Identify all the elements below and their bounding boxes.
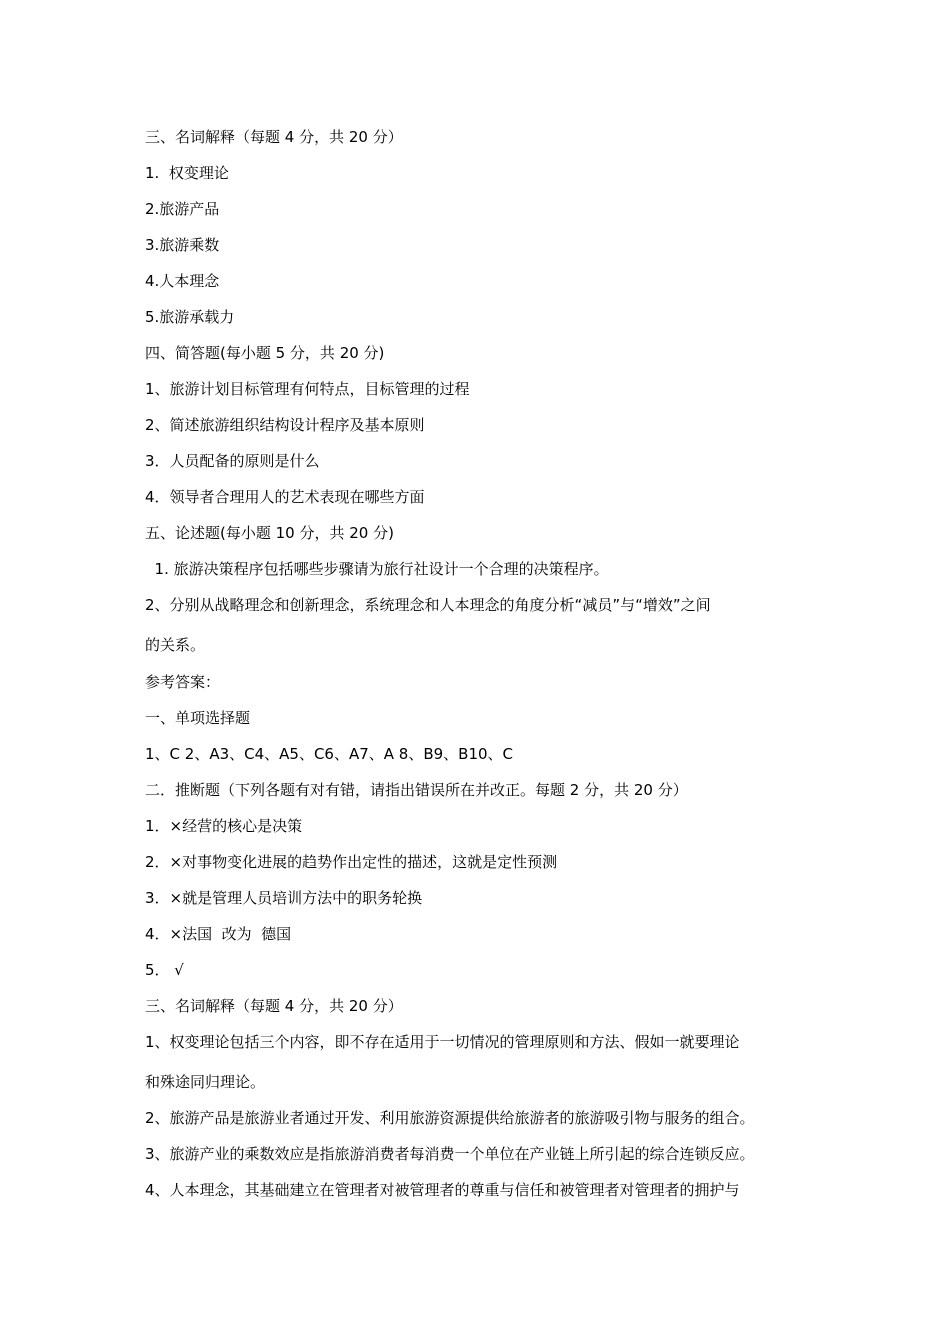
question-line: 2.旅游产品 <box>145 200 220 218</box>
question-line: 4.人本理念 <box>145 272 220 290</box>
answer-line: 1．×经营的核心是决策 <box>145 817 303 835</box>
answer-line: 3、旅游产业的乘数效应是指旅游消费者每消费一个单位在产业链上所引起的综合连锁反应。 <box>145 1145 755 1163</box>
answer-line: 2、旅游产品是旅游业者通过开发、利用旅游资源提供给旅游者的旅游吸引物与服务的组合。 <box>145 1109 755 1127</box>
question-line-continued: 的关系。 <box>145 636 206 654</box>
answer-line: 1、权变理论包括三个内容，即不存在适用于一切情况的管理原则和方法、假如一就要理论 <box>145 1033 740 1051</box>
question-line: 5.旅游承载力 <box>145 308 235 326</box>
question-line: 1、旅游计划目标管理有何特点，目标管理的过程 <box>145 380 470 398</box>
question-line: 4．领导者合理用人的艺术表现在哪些方面 <box>145 488 425 506</box>
answer-line: 3．×就是管理人员培训方法中的职务轮换 <box>145 889 423 907</box>
question-line: 3.旅游乘数 <box>145 236 220 254</box>
answer-line: 1、C 2、A3、C4、A5、C6、A7、A 8、B9、B10、C <box>145 745 514 763</box>
section-heading-short-answer: 四、简答题(每小题 5 分，共 20 分) <box>145 344 385 362</box>
question-line: 1. 旅游决策程序包括哪些步骤请为旅行社设计一个合理的决策程序。 <box>145 560 609 578</box>
answer-line: 2．×对事物变化进展的趋势作出定性的描述，这就是定性预测 <box>145 853 558 871</box>
question-line: 2、分别从战略理念和创新理念，系统理念和人本理念的角度分析“减员”与“增效”之间 <box>145 596 711 614</box>
section-heading-essay: 五、论述题(每小题 10 分，共 20 分) <box>145 524 394 542</box>
question-line: 1. 权变理论 <box>145 164 229 182</box>
answer-line: 5． √ <box>145 961 184 979</box>
section-heading-judgement: 二．推断题（下列各题有对有错，请指出错误所在并改正。每题 2 分，共 20 分） <box>145 781 688 799</box>
answer-line: 4、人本理念，其基础建立在管理者对被管理者的尊重与信任和被管理者对管理者的拥护与 <box>145 1181 740 1199</box>
section-heading-terms: 三、名词解释（每题 4 分，共 20 分） <box>145 128 403 146</box>
answer-key-heading: 参考答案： <box>145 673 221 691</box>
answer-line: 4．×法国 改为 德国 <box>145 925 292 943</box>
question-line: 3．人员配备的原则是什么 <box>145 452 320 470</box>
section-heading-terms-answers: 三、名词解释（每题 4 分，共 20 分） <box>145 997 403 1015</box>
question-line: 2、简述旅游组织结构设计程序及基本原则 <box>145 416 425 434</box>
answer-line-continued: 和殊途同归理论。 <box>145 1073 266 1091</box>
section-heading-single-choice: 一、单项选择题 <box>145 709 251 727</box>
